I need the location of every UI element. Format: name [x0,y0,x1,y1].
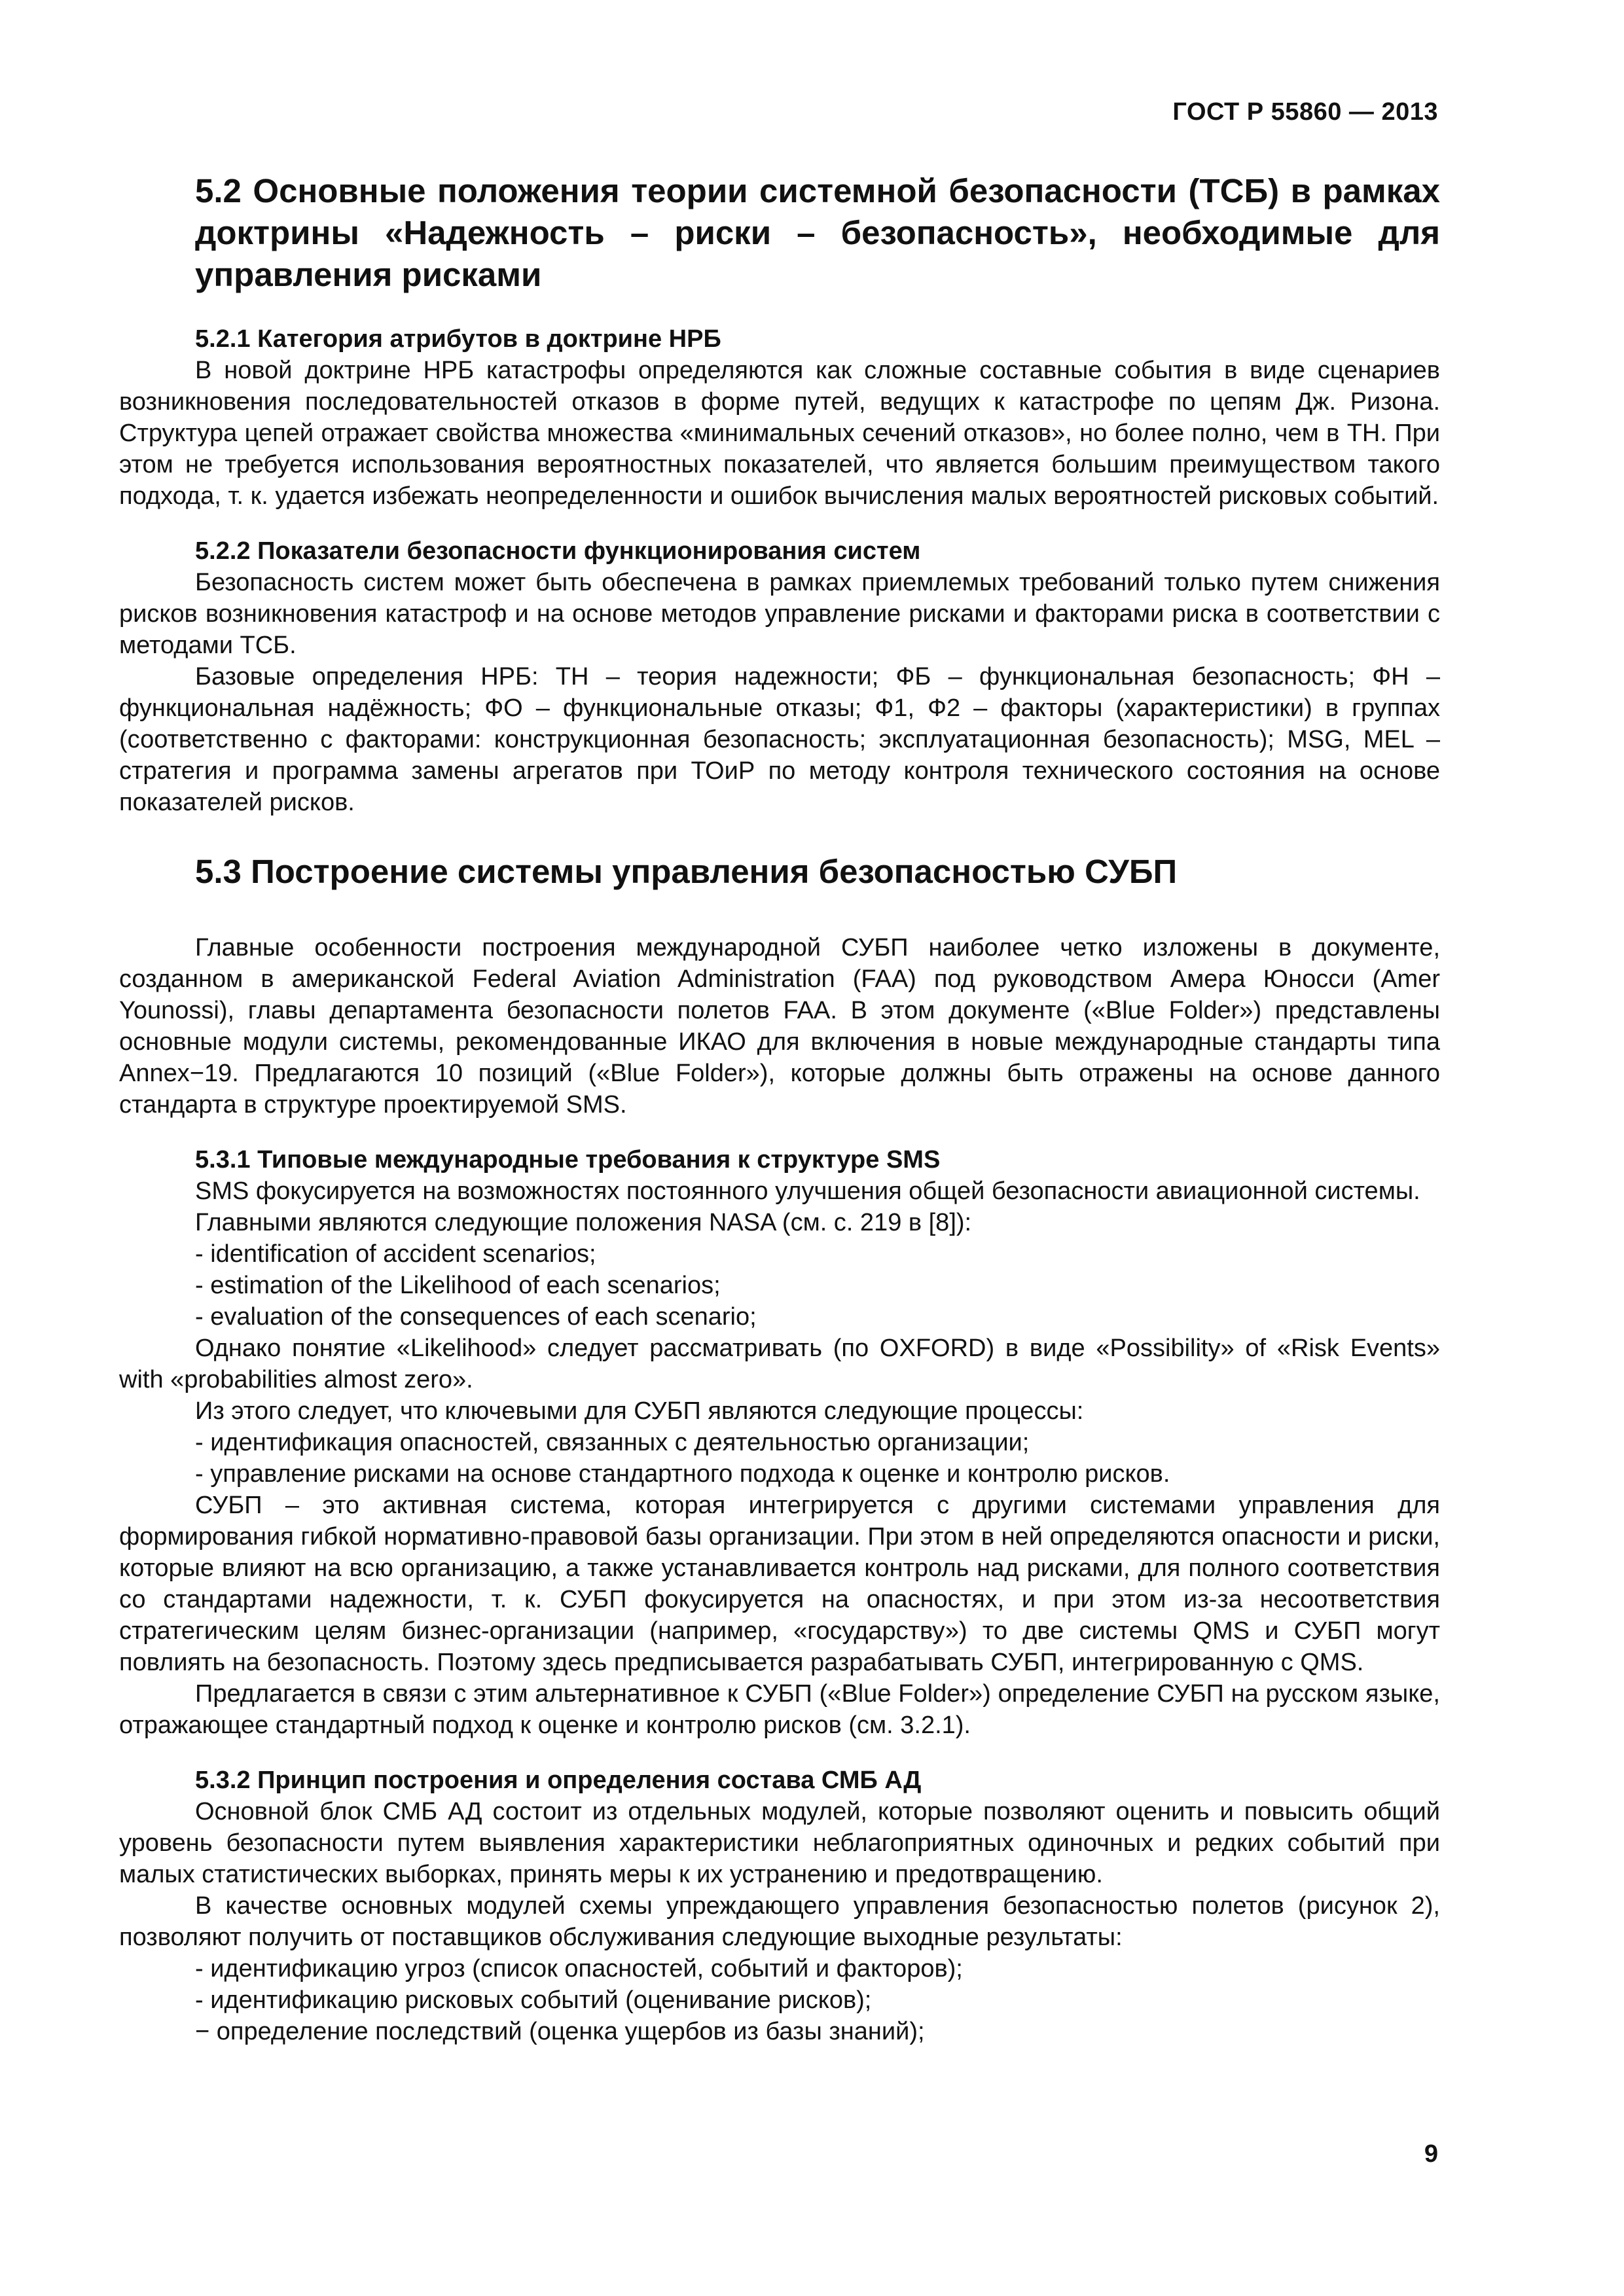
paragraph: Главные особенности построения международной СУБП наиболее четко изложены в документе, созданном в американской Federal Aviation Administration (FAA) под руководством Амера Юносси (Amer Younossi), главы департамента безопасности полетов FAA. В этом документе («Blue Folder») представлены основные модули системы, рекомендованные ИКАО для включения в новые международные стандарты типа Annex−19. Предлагаются 10 позиций («Blue Folder»), которые должны быть отражены на основе данного стандарта в структуре проектируемой SMS. [119,934,1440,1119]
paragraph: Однако понятие «Likelihood» следует рассматривать (по OXFORD) в виде «Possibility» of «Risk Events» with «probabilities almost zero». [119,1335,1440,1393]
section-5-2-title: 5.2 Основные положения теории системной безопасности (ТСБ) в рамках доктрины «Надежность – риски – безопасность», необходимые для управления рисками [195,172,1440,293]
paragraph: SMS фокусируется на возможностях постоянного улучшения общей безопасности авиационной системы. [195,1177,1420,1205]
paragraph: СУБП – это активная система, которая интегрируется с другими системами управления для формирования гибкой нормативно-правовой базы организации. При этом в ней определяются опасности и риски, которые влияют на всю организацию, а также устанавливается контроль над рисками, для полного соответствия со стандартами надежности, т. к. СУБП фокусируется на опасностях, и при этом из-за несоответствия стратегическим целям бизнес-организации (например, «государству») то две системы QMS и СУБП могут повлиять на безопасность. Поэтому здесь предписывается разрабатывать СУБП, интегрированную с QMS. [119,1492,1440,1676]
section-5-3-1-title: 5.3.1 Типовые международные требования к структуре SMS [195,1146,941,1174]
paragraph: Основной блок СМБ АД состоит из отдельных модулей, которые позволяют оценить и повысить общий уровень безопасности путем выявления характеристики неблагоприятных одиночных и редких событий при малых статистических выборках, принять меры к их устранению и предотвращению. [119,1798,1440,1888]
document-header: ГОСТ Р 55860 — 2013 [1172,98,1438,126]
section-5-2-2-title: 5.2.2 Показатели безопасности функционирования систем [195,537,921,565]
section-5-3-2-title: 5.3.2 Принцип построения и определения состава СМБ АД [195,1767,922,1794]
paragraph: Главными являются следующие положения NASA (см. с. 219 в [8]): [195,1209,972,1236]
paragraph: В качестве основных модулей схемы упреждающего управления безопасностью полетов (рисунок 2), позволяют получить от поставщиков обслуживания следующие выходные результаты: [119,1892,1440,1951]
section-5-3-title: 5.3 Построение системы управления безопасностью СУБП [195,853,1178,890]
paragraph: Предлагается в связи с этим альтернативное к СУБП («Blue Folder») определение СУБП на русском языке, отражающее стандартный подход к оценке и контролю рисков (см. 3.2.1). [119,1680,1440,1739]
section-5-2-1-title: 5.2.1 Категория атрибутов в доктрине НРБ [195,325,721,353]
page-number: 9 [1424,2140,1438,2168]
list-item: - estimation of the Likelihood of each scenarios; [195,1272,721,1299]
paragraph: Безопасность систем может быть обеспечена в рамках приемлемых требований только путем снижения рисков возникновения катастроф и на основе методов управление рисками и факторами риска в соответствии с методами ТСБ. [119,569,1440,659]
list-item: - identification of accident scenarios; [195,1240,596,1268]
list-item: - идентификацию рисковых событий (оценивание рисков); [195,1986,872,2014]
paragraph: Базовые определения НРБ: ТН – теория надежности; ФБ – функциональная безопасность; ФН – функциональная надёжность; ФО – функциональные отказы; Ф1, Ф2 – факторы (характеристики) в группах (соответственно с факторами: конструкционная безопасность; эксплуатационная безопасность); MSG, MEL – стратегия и программа замены агрегатов при ТОиР по методу контроля технического состояния на основе показателей рисков. [119,663,1440,816]
list-item: - идентификацию угроз (список опасностей, событий и факторов); [195,1955,963,1982]
paragraph: Из этого следует, что ключевыми для СУБП являются следующие процессы: [195,1397,1084,1425]
list-item: - evaluation of the consequences of each scenario; [195,1303,757,1331]
list-item: - управление рисками на основе стандартного подхода к оценке и контролю рисков. [195,1460,1170,1488]
page-content [119,170,1440,2047]
list-item: − определение последствий (оценка ущербов из базы знаний); [195,2018,925,2045]
paragraph: В новой доктрине НРБ катастрофы определяются как сложные составные события в виде сценариев возникновения последовательностей отказов в форме путей, ведущих к катастрофе по цепям Дж. Ризона. Структура цепей отражает свойства множества «минимальных сечений отказов», но более полно, чем в ТН. При этом не требуется использования вероятностных показателей, что является большим преимуществом такого подхода, т. к. удается избежать неопределенности и ошибок вычисления малых вероятностей рисковых событий. [119,357,1440,510]
list-item: - идентификация опасностей, связанных с деятельностью организации; [195,1429,1030,1456]
